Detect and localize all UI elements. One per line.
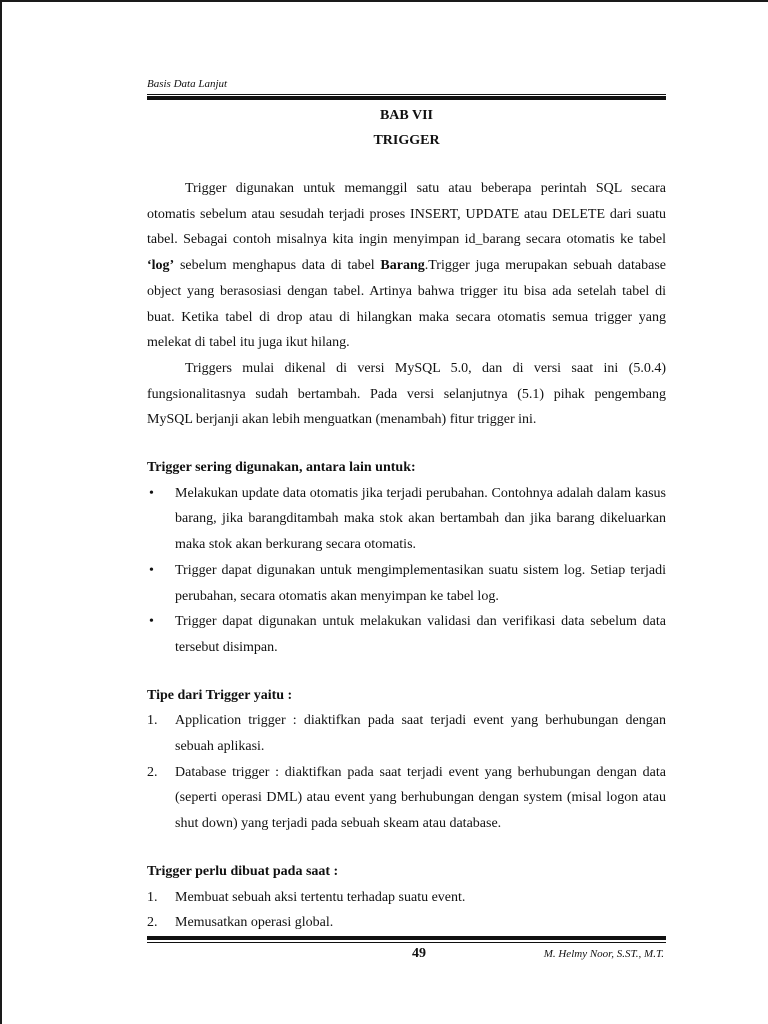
list-item xyxy=(147,760,666,837)
list-item-text: Application trigger : diaktifkan pada saat terjadi event yang berhubungan dengan sebuah aplikasi. xyxy=(175,713,666,755)
number-marker: 2. xyxy=(147,764,158,780)
header-rule-thin xyxy=(147,94,666,95)
list-item-text: Trigger dapat digunakan untuk mengimplementasikan suatu sistem log. Setiap terjadi perubahan, secara otomatis akan menyimpan ke tabel log. xyxy=(175,562,666,604)
section-title-uses: Trigger sering digunakan, antara lain untuk: xyxy=(147,460,416,476)
list-item-text: Membuat sebuah aksi tertentu terhadap suatu event. xyxy=(175,889,466,905)
list-item xyxy=(147,481,666,558)
intro-text-part: Trigger digunakan untuk memanggil satu atau beberapa perintah SQL secara otomatis sebelum atau sesudah terjadi proses INSERT, UPDATE atau DELETE dari suatu tabel. Sebagai contoh misalnya kita ingin menyimpan id_barang secara otomatis ke tabel xyxy=(147,181,666,248)
footer-rule-thin xyxy=(147,942,666,943)
header-rule-thick xyxy=(147,96,666,100)
log-table-term: ‘log’ xyxy=(147,258,175,274)
list-item xyxy=(147,609,666,660)
list-item xyxy=(147,885,666,911)
author-name: M. Helmy Noor, S.ST., M.T. xyxy=(543,948,664,960)
types-list xyxy=(147,708,666,837)
list-item-text: Melakukan update data otomatis jika terjadi perubahan. Contohnya adalah dalam kasus barang, jika barangditambah maka stok akan bertambah dan jika barang dikeluarkan maka stok akan berkurang secara otomatis. xyxy=(175,485,666,553)
uses-list xyxy=(147,481,666,661)
section-title-types: Tipe dari Trigger yaitu : xyxy=(147,687,293,703)
intro-text-part: .Trigger juga merupakan sebuah database object yang berasosiasi dengan tabel. Artinya bahwa trigger itu bisa ada setelah tabel di buat. Ketika tabel di drop atau di hilangkan maka secara otomatis semua trigger yang melekat di tabel itu juga ikut hilang. xyxy=(147,258,666,351)
bullet-marker: • xyxy=(149,562,154,578)
list-item-text: Database trigger : diaktifkan pada saat terjadi event yang berhubungan dengan data (seperti operasi DML) atau event yang berhubungan dengan system (misal logon atau shut down) yang terjadi pada sebuah skeam atau database. xyxy=(175,764,666,832)
footer-rule-thick xyxy=(147,936,666,940)
list-item xyxy=(147,558,666,609)
running-header: Basis Data Lanjut xyxy=(147,78,228,90)
list-item-text: Memusatkan operasi global. xyxy=(175,915,334,931)
when-list xyxy=(147,885,666,936)
intro-text-part: sebelum menghapus data di tabel xyxy=(174,258,381,274)
chapter-title: TRIGGER xyxy=(373,133,440,148)
intro-paragraph-2: Triggers mulai dikenal di versi MySQL 5.0, dan di versi saat ini (5.0.4) fungsionalitasnya sudah bertambah. Pada versi selanjutnya (5.1) pihak pengembang MySQL berjanji akan lebih menguatkan (menambah) fitur trigger ini. xyxy=(147,360,666,428)
number-marker: 2. xyxy=(147,915,158,931)
bullet-marker: • xyxy=(149,485,154,501)
document-body xyxy=(147,176,666,936)
section-title-when: Trigger perlu dibuat pada saat : xyxy=(147,863,339,879)
list-item xyxy=(147,910,666,936)
list-item xyxy=(147,708,666,759)
page-number: 49 xyxy=(412,946,426,961)
intro-paragraph-1 xyxy=(147,176,666,356)
number-marker: 1. xyxy=(147,713,158,729)
barang-table-term: Barang xyxy=(380,258,425,274)
chapter-number: BAB VII xyxy=(379,108,434,123)
bullet-marker: • xyxy=(149,614,154,630)
number-marker: 1. xyxy=(147,889,158,905)
list-item-text: Trigger dapat digunakan untuk melakukan validasi dan verifikasi data sebelum data tersebut disimpan. xyxy=(175,614,666,655)
